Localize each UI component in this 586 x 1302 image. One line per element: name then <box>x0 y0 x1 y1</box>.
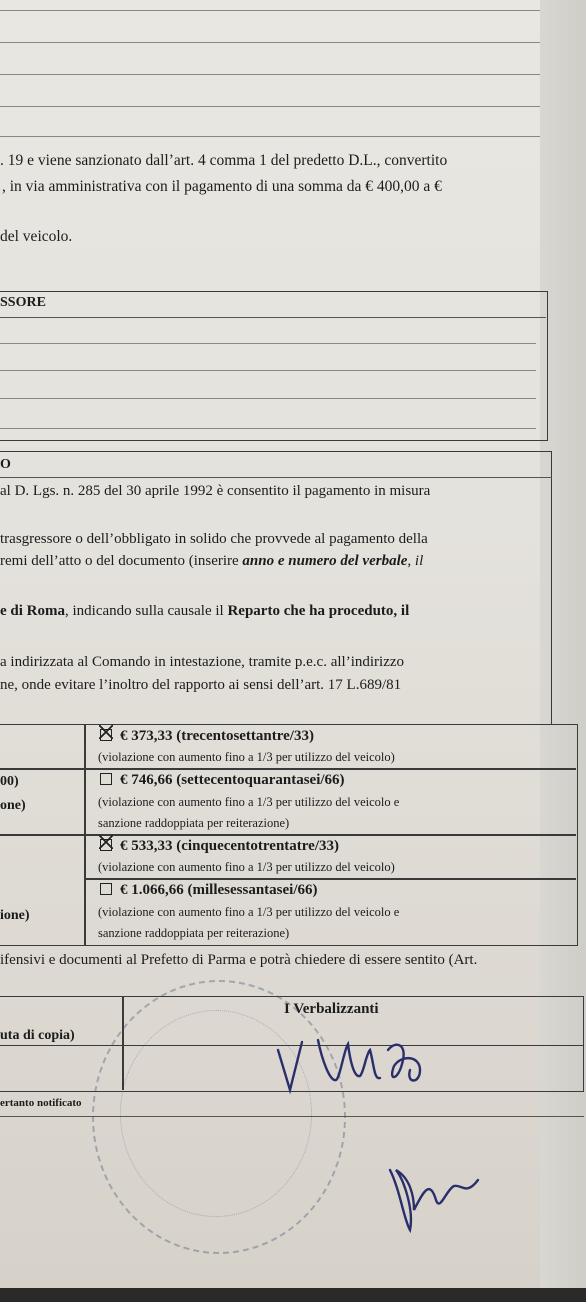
importo-note: (violazione con aumento fino a 1/3 per utilizzo del veicolo e <box>98 795 400 809</box>
body-text-line <box>0 603 409 620</box>
text-segment-bold: e di Roma <box>0 603 65 619</box>
checkbox-icon[interactable] <box>100 883 112 895</box>
body-text-line: trasgressore o dell’obbligato in solido che provvede al pagamento della <box>0 531 428 547</box>
body-text-line <box>0 553 423 570</box>
body-text-line: ne, onde evitare l’inoltro del rapporto ai sensi dell’art. 17 L.689/81 <box>0 677 402 693</box>
body-text-line: ifensivi e documenti al Prefetto di Parma e potrà chiedere di essere sentito (Art. <box>0 952 478 968</box>
importo-amount <box>100 728 314 745</box>
ruled-line <box>0 136 540 137</box>
importo-amount-label: € 746,66 (settecentoquarantasei/66) <box>120 772 345 788</box>
table-row-divider <box>0 834 576 836</box>
ruled-line <box>0 398 536 399</box>
ruled-line <box>0 74 540 75</box>
copia-label: uta di copia) <box>0 1028 75 1043</box>
ruled-line <box>0 370 536 371</box>
text-segment-emphasis: anno e numero del verbale <box>242 553 408 569</box>
importo-note: (violazione con aumento fino a 1/3 per utilizzo del veicolo) <box>98 860 395 874</box>
notificato-label: ertanto notificato <box>0 1097 82 1109</box>
importo-amount-label: € 373,33 (trecentosettantre/33) <box>120 728 314 744</box>
text-segment: , indicando sulla causale il <box>65 603 228 619</box>
body-text-line: a indirizzata al Comando in intestazione, tramite p.e.c. all’indirizzo <box>0 654 405 670</box>
importo-left-label: 00) <box>0 774 19 789</box>
ruled-line <box>0 317 546 318</box>
text-segment-bold: Reparto che ha proceduto, il <box>227 603 410 619</box>
checkbox-icon[interactable] <box>100 773 112 785</box>
signature-1 <box>270 1020 460 1100</box>
table-row-divider <box>84 878 576 880</box>
verbalizzanti-label: I Verbalizzanti <box>284 1001 379 1017</box>
body-text-line: , in via amministrativa con il pagamento di una somma da € 400,00 a € <box>2 178 442 195</box>
importo-note: sanzione raddoppiata per reiterazione) <box>98 816 290 830</box>
body-text-line: del veicolo. <box>0 228 73 245</box>
pagamento-header: O <box>0 457 11 472</box>
importo-note: sanzione raddoppiata per reiterazione) <box>98 926 290 940</box>
table-row-divider <box>0 768 576 770</box>
ruled-line <box>0 10 540 11</box>
checkbox-checked-icon[interactable] <box>100 839 112 851</box>
body-text-line: al D. Lgs. n. 285 del 30 aprile 1992 è consentito il pagamento in misura <box>0 483 431 499</box>
checkbox-checked-icon[interactable] <box>100 729 112 741</box>
trasgressore-header: SSORE <box>0 295 46 310</box>
body-text-line: . 19 e viene sanzionato dall’art. 4 comma 1 del predetto D.L., convertito <box>0 152 448 169</box>
importo-left-label: one) <box>0 798 26 813</box>
importo-left-label: ione) <box>0 908 30 923</box>
background-edge <box>0 1288 586 1302</box>
text-segment: , il <box>407 553 424 569</box>
ruled-line <box>0 477 552 478</box>
importo-note: (violazione con aumento fino a 1/3 per utilizzo del veicolo e <box>98 905 400 919</box>
signature-2 <box>370 1150 500 1240</box>
text-segment: remi dell’atto o del documento (inserire <box>0 553 243 569</box>
importo-amount-label: € 533,33 (cinquecentotrentatre/33) <box>120 838 339 854</box>
ruled-line <box>0 343 536 344</box>
importo-note: (violazione con aumento fino a 1/3 per utilizzo del veicolo) <box>98 750 395 764</box>
importo-amount-label: € 1.066,66 (millesessantasei/66) <box>120 882 318 898</box>
importo-amount <box>100 838 339 855</box>
ruled-line <box>0 42 540 43</box>
trasgressore-box <box>0 291 548 441</box>
importo-amount <box>100 882 317 899</box>
ruled-line <box>0 106 540 107</box>
importo-amount <box>100 772 345 789</box>
ruled-line <box>0 428 536 429</box>
